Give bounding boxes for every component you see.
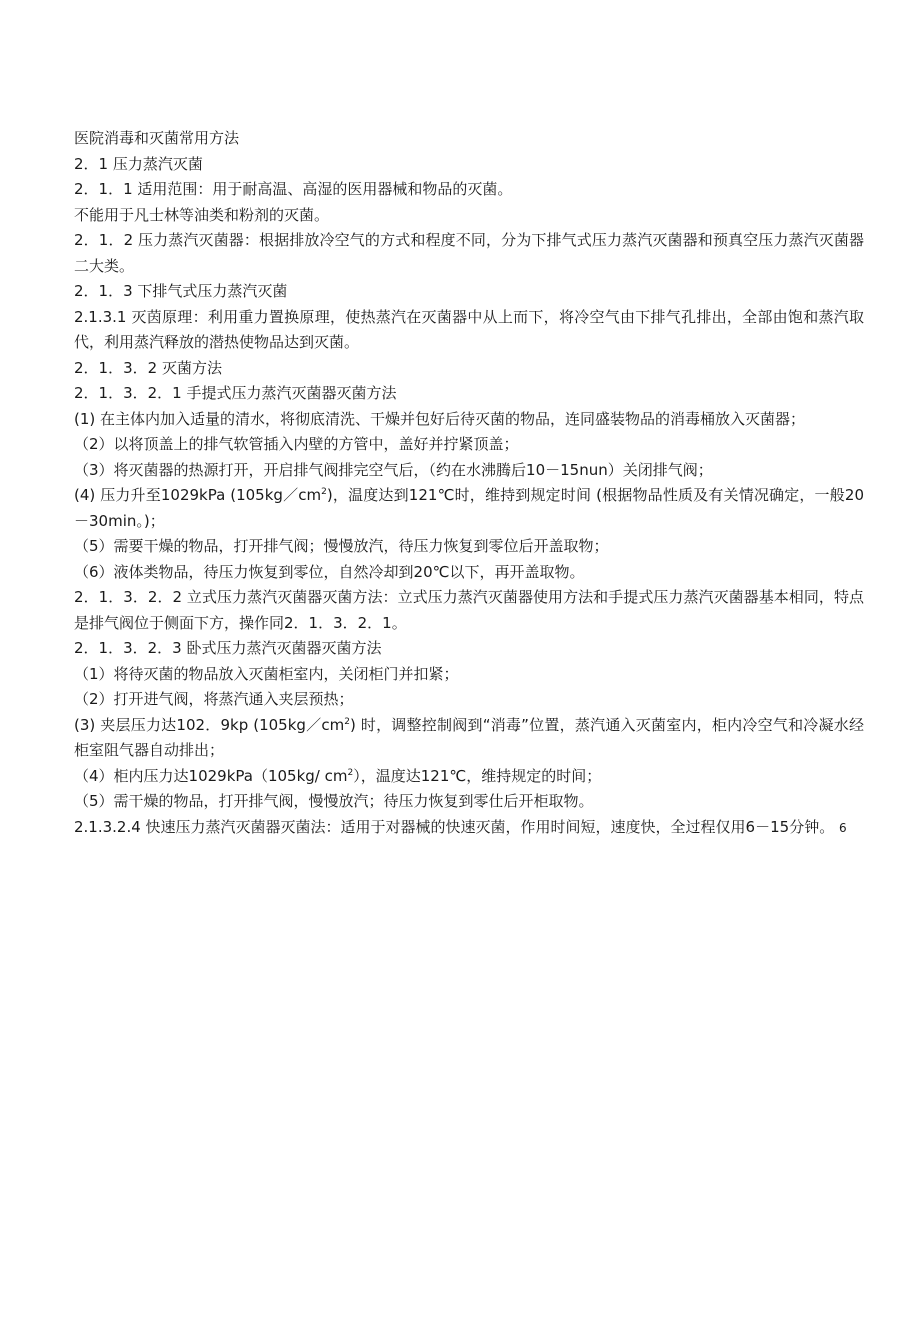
paragraph: 2．1．3．2．2 立式压力蒸汽灭菌器灭菌方法：立式压力蒸汽灭菌器使用方法和手提式压力蒸汽灭菌器基本相同，特点是排气阀位于侧面下方，操作同2．1．3．2．1。 bbox=[74, 588, 864, 632]
list-item bbox=[74, 764, 864, 790]
section-heading: 2．1．3 下排气式压力蒸汽灭菌 bbox=[74, 282, 288, 300]
list-item: （1）将待灭菌的物品放入灭菌柜室内，关闭柜门并扣紧； bbox=[74, 664, 459, 683]
list-item: （3）将灭菌器的热源打开，开启排气阀排完空气后，（约在水沸腾后10－15nun）关闭排气阀； bbox=[74, 460, 713, 479]
section-heading: 2．1 压力蒸汽灭菌 bbox=[74, 154, 203, 173]
paragraph: 2.1.3.1 灭茵原理：利用重力置换原理，使热蒸汽在灭菌器中从上而下，将冷空气由下排气孔排出，全部由饱和蒸汽取代，利用蒸汽释放的潜热使物品达到灭菌。 bbox=[74, 307, 864, 351]
text-segment: )，温度达到121℃时，维持到规定时间 (根据物品性质及有关情况确定，一般20－30min。)； bbox=[74, 486, 864, 530]
section-heading: 2．1．3．2 灭菌方法 bbox=[74, 358, 222, 377]
text-segment: ) 时，调整控制阀到“消毒”位置，蒸汽通入灭菌室内，柜内冷空气和冷凝水经柜室阻气器自动排出； bbox=[74, 715, 865, 759]
paragraph: 不能用于凡士林等油类和粉剂的灭菌。 bbox=[74, 205, 330, 224]
document-body bbox=[74, 126, 864, 841]
document-title: 医院消毒和灭菌常用方法 bbox=[74, 129, 240, 147]
list-item: （2）以将顶盖上的排气软管插入内壁的方管中，盖好并拧紧顶盖； bbox=[74, 435, 519, 453]
page-number: 6 bbox=[838, 820, 847, 835]
superscript: 2 bbox=[347, 767, 354, 778]
list-item: （5）需要干燥的物品，打开排气阀；慢慢放汽，待压力恢复到零位后开盖取物； bbox=[74, 537, 609, 555]
paragraph: 2．1．1 适用范围：用于耐高温、高湿的医用器械和物品的灭菌。 bbox=[74, 180, 513, 198]
text-segment: ），温度达121℃，维持规定的时间； bbox=[353, 766, 602, 785]
list-item: (1) 在主体内加入适量的清水，将彻底清洗、干燥并包好后待灭菌的物品，连同盛装物品的消毒桶放入灭菌器； bbox=[74, 409, 806, 428]
section-heading: 2．1．3．2．1 手提式压力蒸汽灭菌器灭菌方法 bbox=[74, 384, 397, 402]
list-item: （2）打开进气阀，将蒸汽通入夹层预热； bbox=[74, 690, 354, 708]
list-item bbox=[74, 713, 864, 764]
superscript: 2 bbox=[321, 487, 327, 497]
paragraph bbox=[74, 815, 864, 842]
list-item: （5）需干燥的物品，打开排气阀，慢慢放汽；待压力恢复到零仕后开柜取物。 bbox=[74, 792, 594, 810]
text-segment: （4）柜内压力达1029kPa（105kg/ cm bbox=[74, 766, 348, 785]
text-segment: (4) 压力升至1029kPa (105kg／cm bbox=[74, 486, 322, 504]
section-heading: 2．1．3．2．3 卧式压力蒸汽灭菌器灭菌方法 bbox=[74, 639, 382, 657]
text-segment: 2.1.3.2.4 快速压力蒸汽灭菌器灭菌法：适用于对器械的快速灭菌，作用时间短，速度快，全过程仅用6－15分钟。 bbox=[74, 817, 835, 836]
list-item bbox=[74, 483, 864, 534]
text-segment: (3) 夹层压力达102．9kp (105kg／cm bbox=[74, 715, 345, 734]
paragraph: 2．1．2 压力蒸汽灭菌器：根据排放冷空气的方式和程度不同，分为下排气式压力蒸汽灭菌器和预真空压力蒸汽灭菌器二大类。 bbox=[74, 231, 864, 275]
list-item: （6）液体类物品，待压力恢复到零位，自然冷却到20℃以下，再开盖取物。 bbox=[74, 562, 585, 581]
superscript: 2 bbox=[344, 716, 350, 727]
